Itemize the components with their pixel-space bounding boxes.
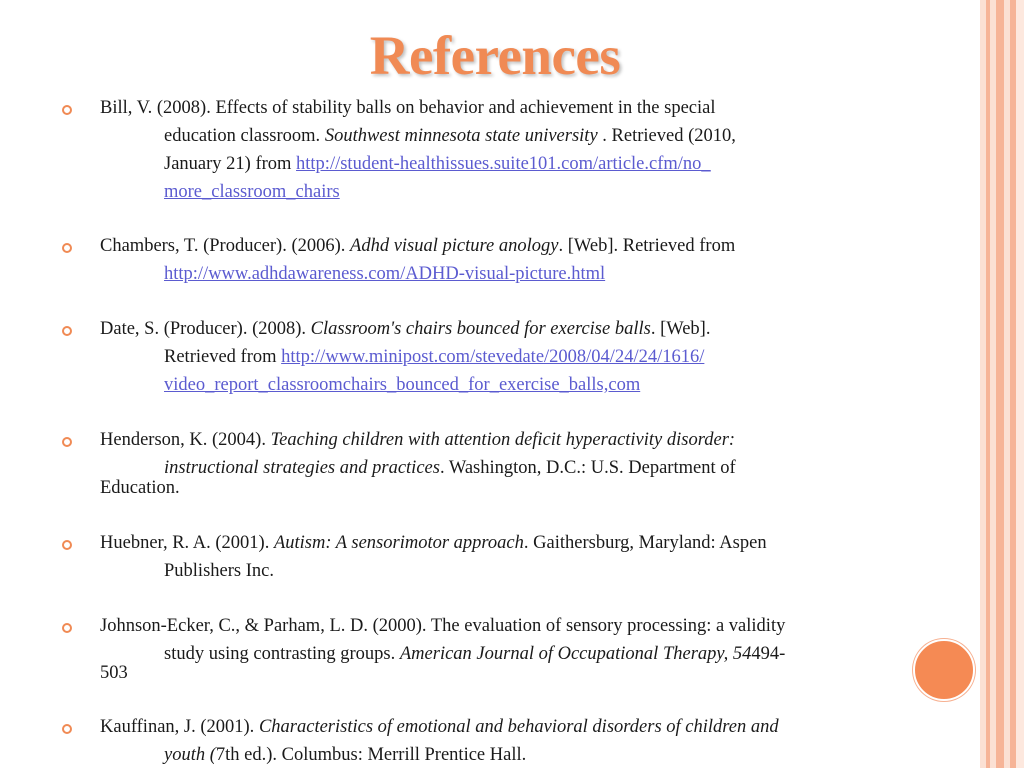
reference-text: 503: [100, 663, 128, 683]
reference-text: . Retrieved (2010,: [597, 126, 736, 146]
reference-source-title: Adhd visual picture anology: [350, 236, 559, 256]
reference-text: [164, 745, 526, 766]
border-stripe: [996, 0, 1004, 768]
reference-text: [100, 98, 716, 119]
bullet-icon: [62, 243, 72, 253]
reference-text: Johnson-Ecker, C., & Parham, L. D. (2000). The evaluation of sensory processing: a validity: [100, 616, 786, 636]
reference-text: [100, 533, 767, 554]
bullet-icon: [62, 326, 72, 336]
reference-text: [164, 154, 711, 175]
reference-text: Education.: [100, 478, 180, 498]
reference-text: [164, 375, 640, 396]
reference-text: Kauffinan, J. (2001).: [100, 717, 259, 737]
slide-title: References: [369, 25, 621, 86]
reference-link[interactable]: http://www.minipost.com/stevedate/2008/04/24/24/1616/: [281, 347, 705, 367]
reference-text: Bill, V. (2008). Effects of stability balls on behavior and achievement in the special: [100, 98, 716, 118]
reference-text: [164, 182, 340, 203]
bullet-icon: [62, 105, 72, 115]
reference-text: study using contrasting groups.: [164, 644, 400, 664]
reference-text: . [Web]. Retrieved from: [558, 236, 736, 256]
reference-source-title: American Journal of Occupational Therapy, 54: [399, 644, 752, 664]
reference-text: Chambers, T. (Producer). (2006).: [100, 236, 351, 256]
reference-link[interactable]: http://www.adhdawareness.com/ADHD-visual-picture.html: [164, 264, 606, 284]
reference-text: [164, 264, 605, 285]
reference-link[interactable]: video_report_classroomchairs_bounced_for_exercise_balls,com: [164, 375, 641, 395]
reference-source-title: youth (: [164, 745, 216, 765]
reference-text: Huebner, R. A. (2001).: [100, 533, 274, 553]
reference-source-title: Characteristics of emotional and behavioral disorders of children and: [258, 717, 779, 737]
reference-text: [164, 126, 736, 147]
reference-text: [100, 319, 710, 340]
bullet-icon: [62, 540, 72, 550]
reference-text: [100, 616, 785, 637]
bullet-icon: [62, 623, 72, 633]
reference-text: 494-: [751, 644, 786, 664]
reference-text: education classroom.: [164, 126, 325, 146]
bullet-icon: [62, 724, 72, 734]
reference-source-title: Teaching children with attention deficit hyperactivity disorder:: [270, 430, 736, 450]
reference-text: Date, S. (Producer). (2008).: [100, 319, 311, 339]
reference-text: [100, 430, 735, 451]
reference-text: [164, 458, 736, 479]
reference-source-title: Classroom's chairs bounced for exercise balls: [310, 319, 651, 339]
decorative-circle: [913, 639, 975, 701]
reference-text: . Gaithersburg, Maryland: Aspen: [523, 533, 767, 553]
reference-text: Retrieved from: [164, 347, 282, 367]
reference-source-title: Autism: A sensorimotor approach: [273, 533, 524, 553]
reference-text: Henderson, K. (2004).: [100, 430, 271, 450]
reference-link[interactable]: http://student-healthissues.suite101.com/article.cfm/no_: [296, 154, 711, 174]
reference-text: . [Web].: [650, 319, 711, 339]
reference-source-title: Southwest minnesota state university: [324, 126, 598, 146]
bullet-icon: [62, 437, 72, 447]
reference-text: [164, 644, 785, 665]
reference-text: . Washington, D.C.: U.S. Department of: [439, 458, 736, 478]
reference-text: [100, 236, 735, 257]
reference-text: [164, 347, 704, 368]
reference-text: Publishers Inc.: [164, 561, 274, 581]
border-stripe: [1016, 0, 1024, 768]
reference-text: January 21) from: [164, 154, 297, 174]
reference-source-title: instructional strategies and practices: [164, 458, 440, 478]
reference-text: [100, 478, 180, 499]
reference-text: 7th ed.). Columbus: Merrill Prentice Hall.: [215, 745, 527, 765]
reference-link[interactable]: more_classroom_chairs: [164, 182, 340, 202]
reference-text: [100, 717, 779, 738]
reference-text: [100, 663, 128, 684]
reference-text: [164, 561, 274, 582]
